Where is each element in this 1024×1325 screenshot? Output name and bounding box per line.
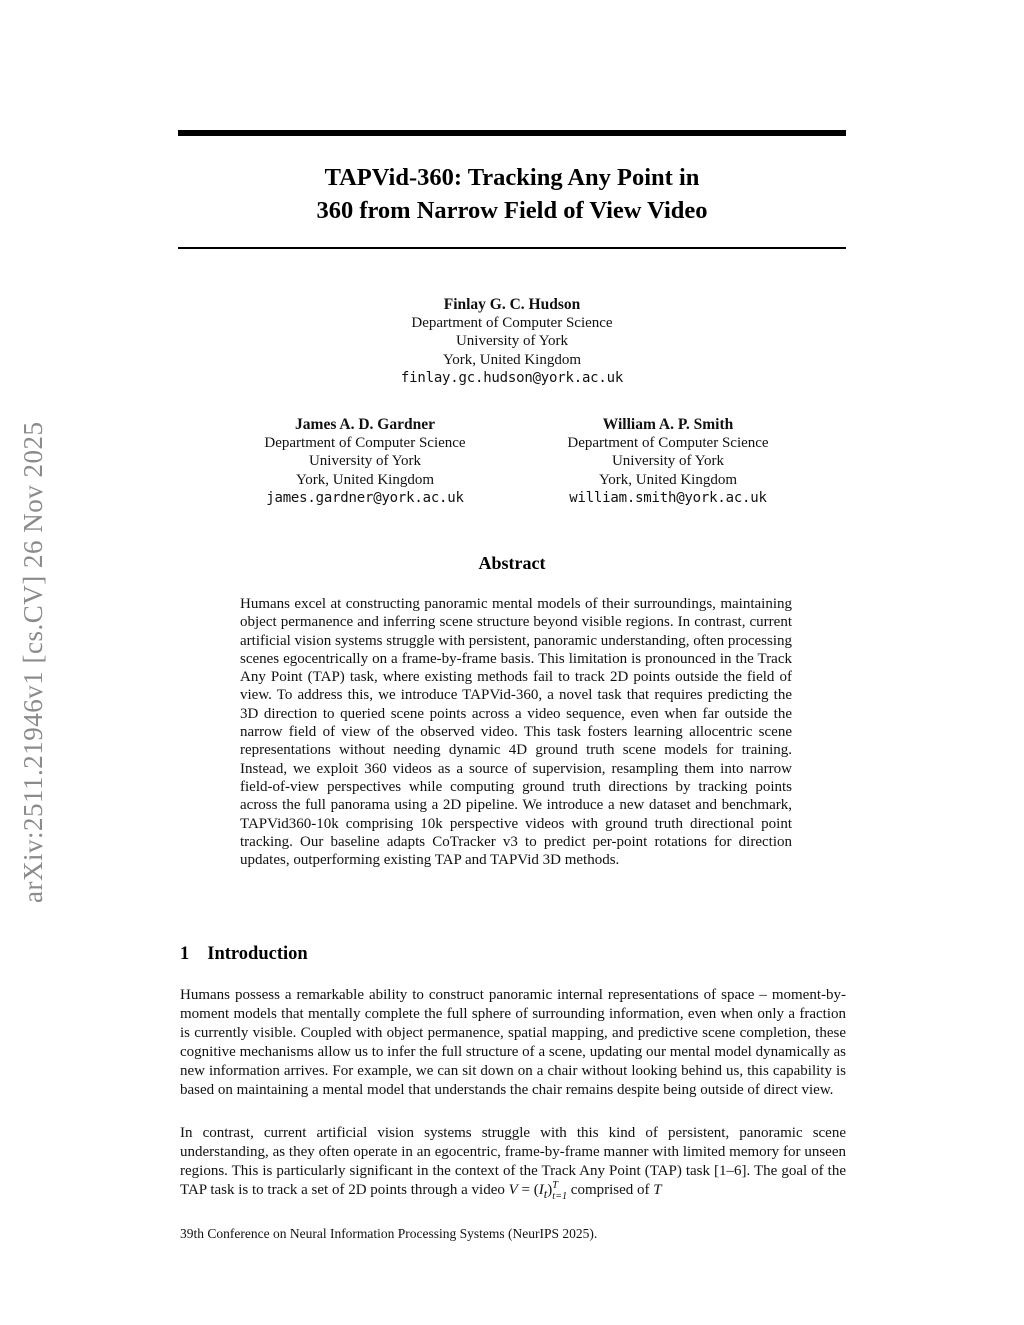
author-name: James A. D. Gardner: [295, 416, 435, 433]
paper-title-line2: 360 from Narrow Field of View Video: [316, 197, 708, 224]
math-close-paren: ): [547, 1182, 553, 1198]
author-dept: Department of Computer Science: [264, 435, 466, 452]
abstract-heading: Abstract: [478, 553, 546, 573]
paper-title: [178, 161, 846, 227]
section-title: Introduction: [207, 944, 308, 964]
author-block-hudson: [178, 296, 846, 387]
section-number: 1: [180, 944, 190, 964]
math-equals-open: = (: [517, 1182, 539, 1198]
author-name: Finlay G. C. Hudson: [443, 296, 581, 313]
paper-title-line1: TAPVid-360: Tracking Any Point in: [324, 164, 700, 191]
arxiv-watermark: arXiv:2511.21946v1 [cs.CV] 26 Nov 2025: [18, 421, 48, 903]
math-supsub-stack: [552, 1181, 567, 1202]
author-dept: Department of Computer Science: [567, 435, 769, 452]
author-email: finlay.gc.hudson@york.ac.uk: [400, 369, 624, 386]
math-video-symbol: V: [508, 1182, 518, 1198]
author-univ: University of York: [455, 333, 569, 350]
author-location: York, United Kingdom: [598, 471, 738, 488]
author-location: York, United Kingdom: [295, 471, 435, 488]
math-frames-count-symbol: T: [653, 1182, 662, 1198]
intro-paragraph-2: [180, 1124, 846, 1204]
intro-p2-text: In contrast, current artificial vision systems struggle with this kind of persistent, panoramic scene understanding, as they often operate in an egocentric, frame-by-frame manner with limited memory for unseen regions. This is particularly significant in the context of the Track Any Point (TAP) task [1–6]. The goal of the TAP task is to track a set of 2D points through a video: [180, 1125, 846, 1198]
author-univ: University of York: [611, 453, 725, 470]
intro-paragraph-1: Humans possess a remarkable ability to construct panoramic internal representations of space – moment-by-moment models that mentally complete the full sphere of surrounding information, even when only a fraction is currently visible. Coupled with object permanence, spatial mapping, and predictive scene completion, these cognitive mechanisms allow us to infer the full structure of a scene, updating our mental model dynamically as new information arrives. For example, we can sit down on a chair without looking behind us, this capability is based on maintaining a mental model that understands the chair remains despite being outside of direct view.: [180, 987, 846, 1098]
author-email: james.gardner@york.ac.uk: [266, 489, 464, 506]
author-univ: University of York: [308, 453, 422, 470]
author-email: william.smith@york.ac.uk: [569, 489, 767, 506]
math-subscript: t=1: [552, 1191, 568, 1203]
title-rule-bottom: [178, 247, 846, 249]
author-block-smith: [498, 416, 838, 507]
author-block-gardner: [195, 416, 535, 507]
title-rule-top: [178, 130, 846, 136]
math-frame-symbol: I: [538, 1182, 544, 1198]
abstract-text: Humans excel at constructing panoramic mental models of their surroundings, maintaining object permanence and inferring scene structure beyond visible regions. In contrast, current artificial vision systems struggle with persistent, panoramic understanding, often processing scenes egocentrically on a frame-by-frame basis. This limitation is pronounced in the Track Any Point (TAP) task, where existing methods fail to track 2D points outside the field of view. To address this, we introduce TAPVid-360, a novel task that requires predicting the 3D direction to queried scene points across a video sequence, even when far outside the narrow field of view of the observed video. This task fosters learning allocentric scene representations without needing dynamic 4D ground truth scene models for training. Instead, we exploit 360 videos as a source of supervision, resampling them into narrow field-of-view perspectives while computing ground truth directions by tracking points across the full panorama using a 2D pipeline. We introduce a new dataset and benchmark, TAPVid360-10k comprising 10k perspective videos with ground truth directional point tracking. Our baseline adapts CoTracker v3 to predict per-point rotations for direction updates, outperforming existing TAP and TAPVid 3D methods.: [240, 596, 792, 869]
author-dept: Department of Computer Science: [411, 315, 613, 332]
math-frame-subscript: t: [543, 1187, 548, 1201]
author-name: William A. P. Smith: [602, 416, 734, 433]
intro-p2-text-after: comprised of: [567, 1182, 654, 1198]
author-location: York, United Kingdom: [442, 351, 582, 368]
math-superscript: T: [552, 1180, 558, 1192]
section-heading-introduction: [180, 944, 308, 965]
conference-footnote: 39th Conference on Neural Information Processing Systems (NeurIPS 2025).: [180, 1226, 598, 1241]
